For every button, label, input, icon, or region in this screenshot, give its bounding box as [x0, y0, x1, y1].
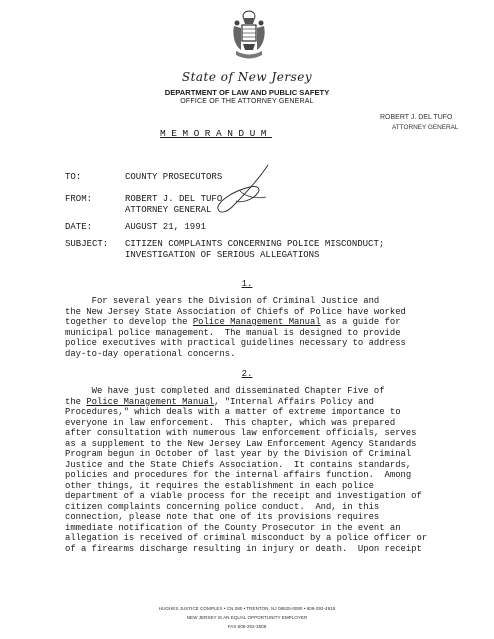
state-name-heading: State of New Jersey	[181, 70, 313, 84]
section-2-line: connection, please note that one of its provisions requires	[65, 512, 380, 522]
to-label: TO:	[65, 172, 82, 182]
footer-equal-opportunity: NEW JERSEY IS AN EQUAL OPPORTUNITY EMPLOYER	[186, 615, 308, 620]
subject-value-line-2: INVESTIGATION OF SERIOUS ALLEGATIONS	[125, 250, 320, 260]
attorney-general-name: ROBERT J. DEL TUFO	[380, 114, 453, 121]
section-2-line: Program begun in October of last year by the Division of Criminal	[65, 449, 412, 459]
footer-fax: FAX 609-292-3508	[227, 624, 267, 629]
section-2-line: immediate notification of the County Prosecutor in the event an	[65, 522, 401, 533]
section-1-line: For several years the Division of Criminal Justice and	[65, 296, 380, 306]
section-2-line: department of a viable process for the receipt and investigation of	[65, 491, 422, 501]
section-1-paragraph	[65, 296, 465, 359]
attorney-general-title: ATTORNEY GENERAL	[392, 124, 459, 131]
section-2-line: policies and procedures for the internal affairs function. Among	[65, 470, 412, 480]
section-2-line	[65, 397, 465, 408]
section-2-line: everyone in law enforcement. This chapter, which was prepared	[65, 417, 396, 428]
section-2-line: Justice and the State Chiefs Association. It contains standards,	[65, 459, 412, 470]
police-management-manual-title: Police Management Manual	[192, 317, 321, 327]
memorandum-title: MEMORANDUM	[160, 128, 273, 139]
section-2-line: Procedures," which deals with a matter of extreme importance to	[65, 407, 401, 417]
date-label: DATE:	[65, 222, 93, 232]
department-name: DEPARTMENT OF LAW AND PUBLIC SAFETY	[164, 88, 330, 97]
from-value-title: ATTORNEY GENERAL	[125, 205, 212, 215]
section-2-text: the	[65, 396, 87, 407]
police-management-manual-title: Police Management Manual	[86, 396, 215, 407]
subject-label: SUBJECT:	[65, 239, 109, 249]
signature-mark	[210, 157, 280, 227]
section-2-line: of a firearms discharge resulting in injury or death. Upon receipt	[65, 543, 422, 554]
section-1-text: together to develop the	[65, 317, 193, 327]
section-2-line: allegation is received of criminal misconduct by a police officer or	[65, 533, 428, 543]
section-2-line: citizen complaints concerning police conduct. And, in this	[65, 501, 380, 512]
section-1-line: municipal police management. The manual is designed to provide	[65, 327, 401, 338]
office-name: OFFICE OF THE ATTORNEY GENERAL	[180, 98, 314, 105]
section-2-paragraph	[65, 386, 465, 554]
state-seal-icon	[231, 6, 267, 66]
section-2-line: as a supplement to the New Jersey Law Enforcement Agency Standards	[65, 438, 417, 449]
section-1-text: as a guide for	[320, 317, 401, 327]
from-value-name: ROBERT J. DEL TUFO	[125, 194, 223, 204]
subject-value-line-1: CITIZEN COMPLAINTS CONCERNING POLICE MISCONDUCT;	[125, 239, 385, 249]
from-label: FROM:	[65, 194, 93, 204]
to-value: COUNTY PROSECUTORS	[125, 172, 223, 182]
section-1-line	[65, 317, 465, 328]
section-1-line: police executives with practical guidelines necessary to address	[65, 338, 406, 348]
footer-address: HUGHES JUSTICE COMPLEX • CN 080 • TRENTON, NJ 08625-0080 • 609-292-4919	[158, 606, 336, 611]
section-number-2: 2.	[241, 369, 253, 379]
section-1-line: the New Jersey State Association of Chiefs of Police have worked	[65, 306, 406, 317]
section-1-line: day-to-day operational concerns.	[65, 348, 236, 359]
section-2-line: We have just completed and disseminated Chapter Five of	[65, 386, 385, 396]
section-2-line: after consultation with numerous law enforcement officials, serves	[65, 428, 417, 438]
section-number-1: 1.	[241, 279, 253, 289]
date-value: AUGUST 21, 1991	[125, 222, 207, 232]
section-2-line: other things, it requires the establishment in each police	[65, 480, 374, 491]
section-2-text: , "Internal Affairs Policy and	[214, 396, 374, 407]
